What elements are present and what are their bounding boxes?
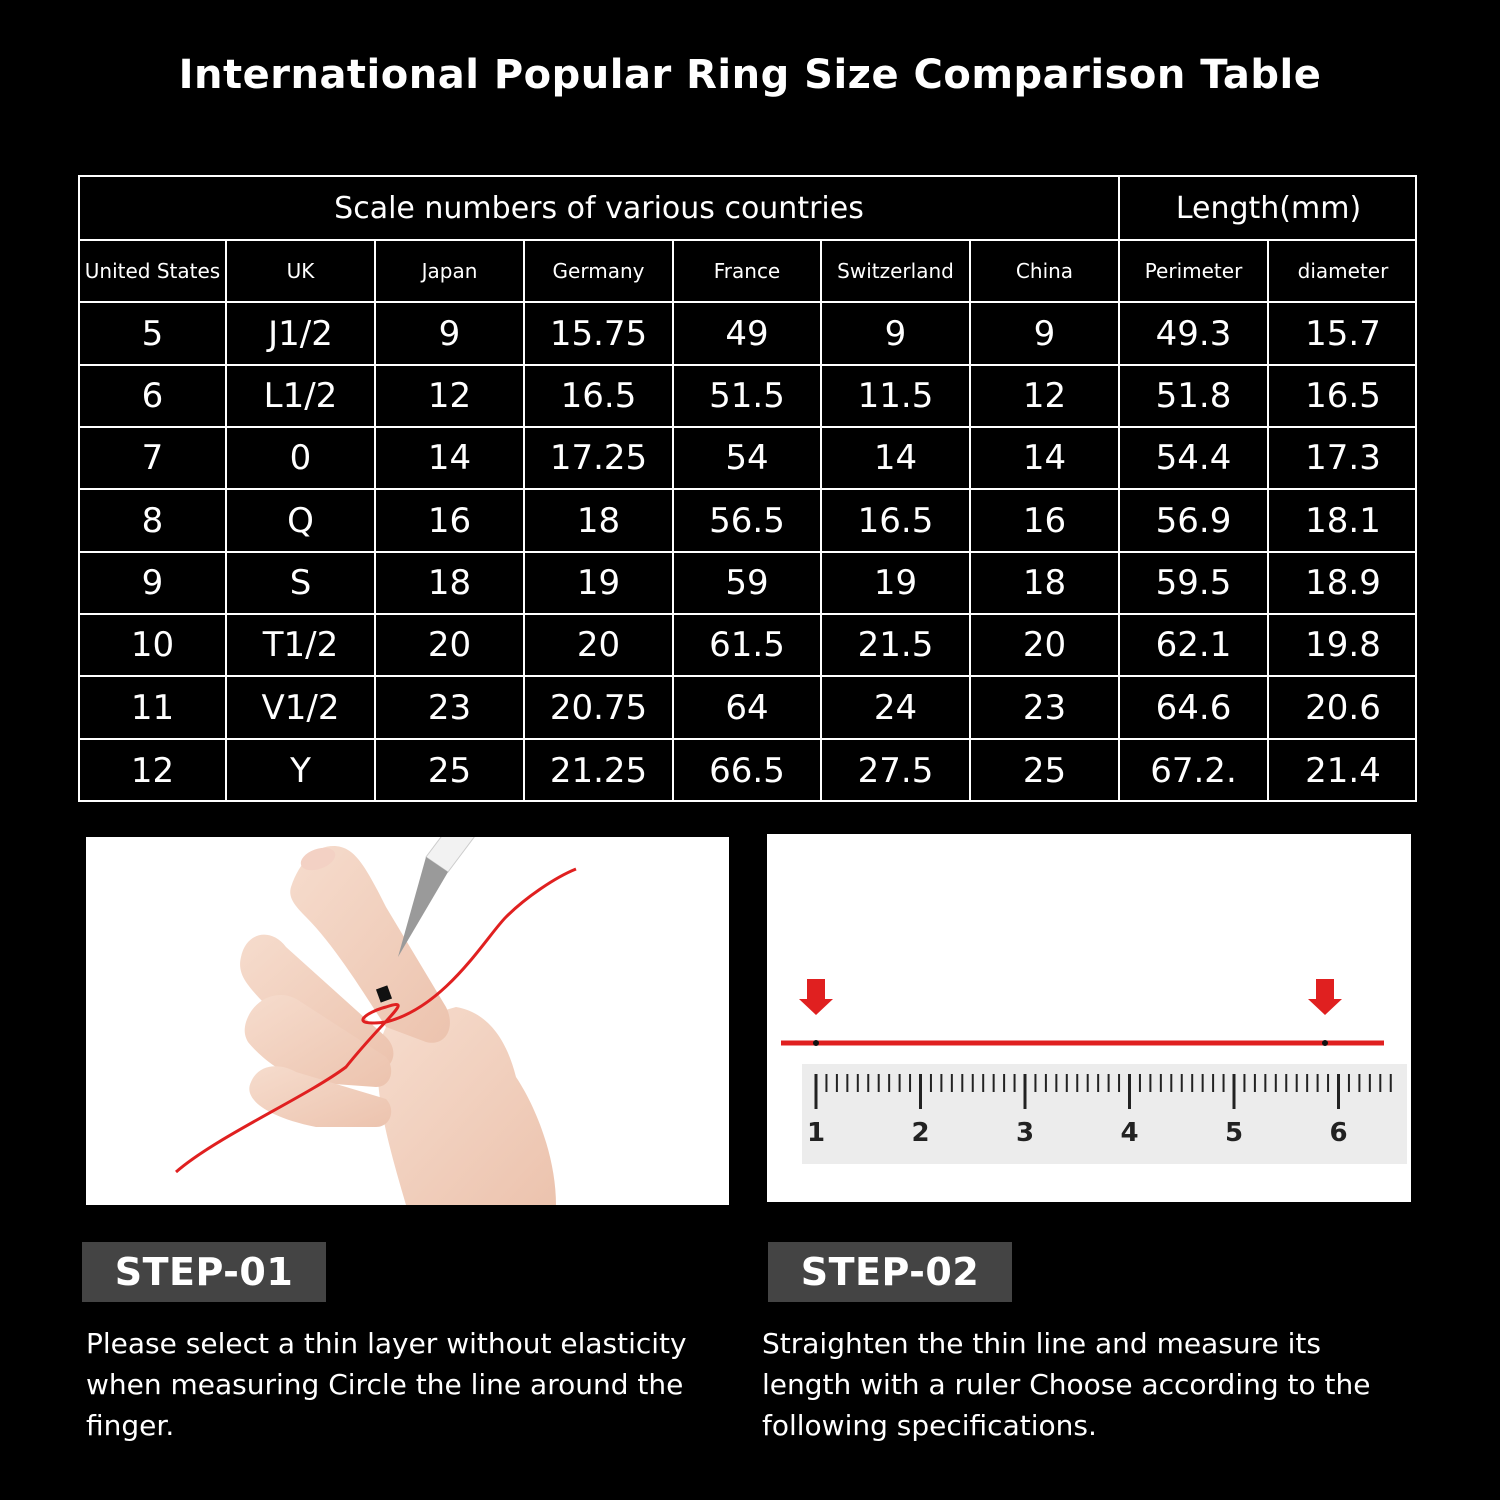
table-cell: 12 [376,366,525,428]
table-cell: 16 [376,490,525,553]
table-cell: 17.25 [525,428,674,490]
table-cell: 14 [822,428,971,490]
table-cell: 51.5 [674,366,822,428]
table-cell: 10 [80,615,227,677]
table-cell: 18.9 [1269,553,1417,615]
table-cell: 21.25 [525,740,674,802]
table-cell: 67.2. [1120,740,1269,802]
table-cell: 21.4 [1305,751,1381,791]
table-cell: 23 [971,677,1120,740]
table-cell: 9 [822,303,971,366]
table-cell: 18 [525,490,674,553]
table-cell: 62.1 [1120,615,1269,677]
ruler-body [802,1064,1407,1164]
column-header: Switzerland [822,241,971,303]
ruler-number: 6 [1329,1118,1348,1148]
finger-illustration [86,837,729,1205]
length-group-header: Length(mm) [1120,177,1417,241]
table-cell: 8 [80,490,227,553]
table-cell: 7 [80,428,227,490]
table-cell: 12 [80,740,227,802]
end-point [1322,1040,1328,1046]
table-cell: 27.5 [822,740,971,802]
table-cell: 19 [822,553,971,615]
start-point [813,1040,819,1046]
table-cell: 16.5 [1269,366,1417,428]
table-cell: 15.75 [525,303,674,366]
table-cell: 5 [80,303,227,366]
ring-size-table [78,175,1417,802]
table-cell: 16.5 [525,366,674,428]
table-cell: 49 [674,303,822,366]
table-cell: 19 [525,553,674,615]
table-cell: 16.5 [822,490,971,553]
table-cell: 16 [971,490,1120,553]
table-cell: S [227,553,376,615]
column-header: United States [80,241,227,303]
table-cell: 25 [971,740,1120,802]
ruler-number: 3 [1015,1118,1035,1148]
ruler-number: 2 [911,1118,930,1148]
table-cell: 20 [971,615,1120,677]
countries-group-header: Scale numbers of various countries [80,177,1120,241]
table-cell: 18.1 [1269,490,1417,553]
ruler-illustration [767,834,1411,1202]
table-cell: T1/2 [227,615,376,677]
table-cell: 20 [376,615,525,677]
table-cell: Y [227,740,376,802]
step-01-description: Please select a thin layer without elasticity when measuring Circle the line around the finger. [86,1327,687,1442]
table-cell: 61.5 [674,615,822,677]
table-cell: 12 [971,366,1120,428]
table-cell: Q [227,490,376,553]
step-02-description: Straighten the thin line and measure its length with a ruler Choose according to the following specifications. [762,1327,1371,1442]
ruler-number: 1 [806,1118,826,1148]
table-cell: 9 [971,303,1120,366]
table-cell: 23 [376,677,525,740]
table-cell: 11.5 [822,366,971,428]
ruler-number: 4 [1120,1118,1139,1148]
table-cell: 18 [971,553,1120,615]
table-cell: 15.7 [1269,303,1417,366]
column-header: France [674,241,822,303]
ruler-measure-image [767,834,1411,1202]
finger-measure-image [86,837,729,1205]
table-cell: V1/2 [227,677,376,740]
table-cell: 20.6 [1269,677,1417,740]
table-cell: 9 [80,553,227,615]
table-cell: 19.8 [1269,615,1417,677]
column-header: China [971,241,1120,303]
table-cell: L1/2 [227,366,376,428]
table-cell: 11 [80,677,227,740]
table-cell: 20.75 [525,677,674,740]
column-header: diameter [1269,241,1417,303]
table-cell: 20 [525,615,674,677]
table-cell: 54.4 [1120,428,1269,490]
column-header: UK [227,241,376,303]
table-cell: 59 [674,553,822,615]
table-cell: 9 [376,303,525,366]
table-cell: 54 [674,428,822,490]
table-cell: 0 [227,428,376,490]
column-header: Perimeter [1120,241,1269,303]
table-cell: J1/2 [227,303,376,366]
table-cell: 14 [376,428,525,490]
table-cell: 64.6 [1120,677,1269,740]
page-title: International Popular Ring Size Comparison Table [178,52,1322,98]
table-cell: 56.9 [1120,490,1269,553]
table-cell: 24 [822,677,971,740]
table-cell: 56.5 [674,490,822,553]
ruler-number: 5 [1224,1118,1244,1148]
table-cell: 51.8 [1120,366,1269,428]
table-cell: 21.5 [822,615,971,677]
table-cell: 66.5 [674,740,822,802]
table-cell: 64 [674,677,822,740]
table-cell: 17.3 [1269,428,1417,490]
column-header: Germany [525,241,674,303]
table-cell: 14 [971,428,1120,490]
table-cell: 18 [376,553,525,615]
column-header: Japan [376,241,525,303]
step-01-badge: STEP-01 [82,1242,326,1302]
table-cell: 49.3 [1120,303,1269,366]
step-02-badge: STEP-02 [768,1242,1012,1302]
table-cell: 25 [376,740,525,802]
table-cell: 59.5 [1120,553,1269,615]
table-cell: 6 [80,366,227,428]
